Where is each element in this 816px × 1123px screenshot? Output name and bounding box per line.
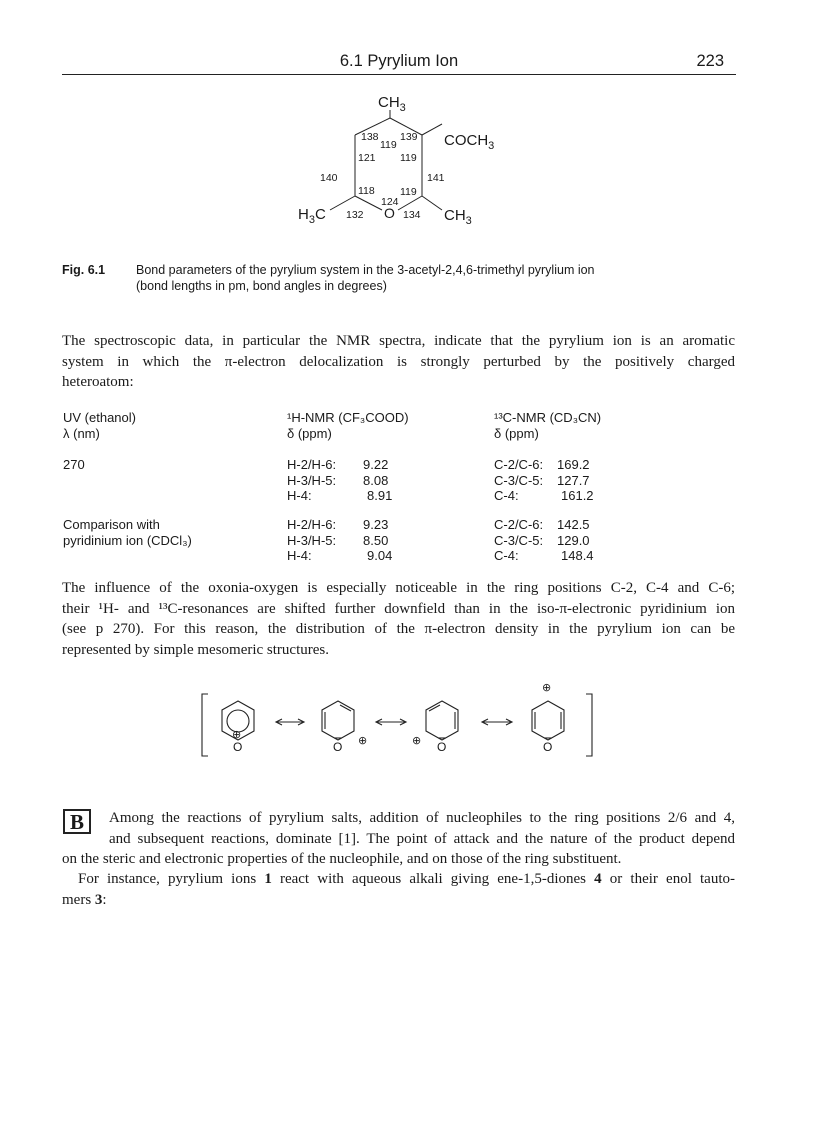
section-b-badge: B bbox=[63, 809, 91, 834]
table-col-hnmr-header bbox=[287, 410, 487, 441]
compound-number: 3 bbox=[94, 891, 103, 908]
angle-121: 121 bbox=[358, 152, 376, 164]
mesomer-oxygen-4: O bbox=[543, 740, 553, 754]
oxygen-label: O bbox=[384, 205, 395, 221]
table-cell: 8.50 bbox=[363, 532, 389, 548]
text-line: system in which the π-electron delocalization is strongly perturbed by the positively charged bbox=[62, 353, 735, 370]
mesomer-oxygen-1: O bbox=[233, 740, 243, 754]
left-bracket bbox=[202, 694, 208, 756]
text-line: (see p 270). For this reason, the distribution of the π-electron density in the pyrylium ion can be bbox=[62, 621, 735, 637]
bond-138: 138 bbox=[361, 131, 379, 143]
text-line bbox=[62, 890, 735, 911]
running-header bbox=[62, 52, 736, 75]
table-cell: H-2/H-6: bbox=[287, 457, 337, 472]
angle-119-lower: 119 bbox=[400, 186, 417, 198]
caption-line: (bond lengths in pm, bond angles in degrees) bbox=[136, 279, 387, 293]
table-row1-cnmr bbox=[494, 457, 664, 504]
bond-132: 132 bbox=[346, 209, 364, 221]
table-cell: C-4: bbox=[494, 488, 519, 503]
table-cell: 127.7 bbox=[557, 472, 590, 488]
table-col-uv-header bbox=[63, 410, 263, 441]
table-row2-hnmr bbox=[287, 517, 457, 564]
section-b-intro-full bbox=[62, 849, 735, 870]
charge-symbol-4: ⊕ bbox=[542, 682, 552, 694]
table-header-cell: ¹H-NMR (CF₃COOD) bbox=[287, 410, 409, 425]
page-number: 223 bbox=[696, 52, 724, 70]
compound-number: 1 bbox=[264, 871, 272, 887]
table-cell: H-2/H-6: bbox=[287, 517, 337, 532]
table-cell: 270 bbox=[63, 457, 85, 472]
h3c-left-label: $H_3C$ bbox=[298, 206, 326, 226]
text-line: and subsequent reactions, dominate [1]. The point of attack and the nature of the product depend bbox=[109, 830, 735, 847]
table-cell: H-4: bbox=[287, 488, 312, 503]
pyrylium-ring bbox=[330, 110, 442, 210]
text-run: For instance, pyrylium ions bbox=[78, 871, 265, 887]
section-b-intro-indented bbox=[109, 808, 735, 849]
figure-label: Fig. 6.1 bbox=[62, 263, 106, 277]
mesomer-oxygen-2: O bbox=[333, 740, 343, 754]
header-title: 6.1 Pyrylium Ion bbox=[339, 52, 459, 70]
table-cell: pyridinium ion (CDCl₃) bbox=[63, 532, 192, 548]
table-cell: 169.2 bbox=[557, 457, 590, 472]
table-row2-label bbox=[63, 517, 283, 548]
angle-124: 124 bbox=[381, 196, 399, 208]
text-line: The spectroscopic data, in particular the NMR spectra, indicate that the pyrylium ion is an aromatic bbox=[62, 333, 735, 349]
right-bracket bbox=[586, 694, 592, 756]
text-line: on the steric and electronic properties of the nucleophile, and on those of the ring substituent. bbox=[62, 851, 622, 867]
bond-141: 141 bbox=[427, 172, 445, 184]
text-line: their ¹H- and ¹³C-resonances are shifted further downfield than in the iso-π-electronic pyridinium ion bbox=[62, 600, 735, 617]
text-line bbox=[62, 869, 735, 890]
mesomer-ring-2 bbox=[322, 701, 354, 740]
table-header-cell: δ (ppm) bbox=[287, 425, 332, 441]
table-cell: 8.91 bbox=[367, 488, 393, 503]
bond-139: 139 bbox=[400, 131, 418, 143]
charge-symbol-2: ⊕ bbox=[358, 735, 368, 747]
table-cell: H-4: bbox=[287, 548, 312, 563]
ch3-top-label: $CH_3$ bbox=[378, 94, 406, 114]
ch3-right-label: $CH_3$ bbox=[444, 207, 472, 227]
table-cell: C-3/C-5: bbox=[494, 472, 544, 488]
table-header-cell: λ (nm) bbox=[63, 425, 100, 441]
mesomer-oxygen-3: O bbox=[437, 740, 447, 754]
table-cell: 129.0 bbox=[557, 532, 590, 548]
text-run: react with aqueous alkali giving ene-1,5-diones bbox=[271, 871, 595, 887]
section-b-example-paragraph bbox=[62, 869, 735, 910]
table-cell: H-3/H-5: bbox=[287, 472, 337, 488]
mesomer-ring-3 bbox=[426, 701, 458, 740]
table-cell: Comparison with bbox=[63, 517, 160, 532]
table-cell: 8.08 bbox=[363, 472, 389, 488]
angle-119-top: 119 bbox=[380, 139, 397, 151]
table-header-cell: ¹³C-NMR (CD₃CN) bbox=[494, 410, 602, 425]
table-cell: 9.04 bbox=[367, 548, 393, 563]
table-cell: C-2/C-6: bbox=[494, 457, 544, 472]
text-line: The influence of the oxonia-oxygen is especially noticeable in the ring positions C-2, C-4 and C-6; bbox=[62, 580, 735, 596]
table-row1-hnmr bbox=[287, 457, 457, 504]
mesomer-ring-4 bbox=[532, 701, 564, 740]
charge-symbol-1: ⊕ bbox=[232, 729, 242, 741]
table-row1-label bbox=[63, 457, 263, 473]
table-cell: 161.2 bbox=[561, 488, 594, 503]
paragraph-spectroscopy bbox=[62, 331, 735, 393]
paragraph-oxonia-influence bbox=[62, 578, 735, 660]
angle-119-right: 119 bbox=[400, 152, 417, 164]
table-cell: 9.23 bbox=[363, 517, 389, 532]
figure-caption-text bbox=[136, 262, 736, 294]
charge-symbol-3: ⊕ bbox=[412, 735, 422, 747]
coch3-label: $COCH_3$ bbox=[444, 132, 495, 152]
table-cell: C-2/C-6: bbox=[494, 517, 544, 532]
pyrylium-structure-figure bbox=[270, 88, 550, 238]
caption-line: Bond parameters of the pyrylium system in the 3-acetyl-2,4,6-trimethyl pyrylium ion bbox=[136, 263, 595, 277]
bond-140: 140 bbox=[320, 172, 338, 184]
text-line: Among the reactions of pyrylium salts, addition of nucleophiles to the ring positions 2/6 and 4, bbox=[109, 810, 735, 826]
bond-134: 134 bbox=[403, 209, 421, 221]
text-run: mers bbox=[62, 891, 95, 908]
text-line: represented by simple mesomeric structures. bbox=[62, 641, 329, 658]
table-cell: 142.5 bbox=[557, 517, 590, 532]
table-header-cell: δ (ppm) bbox=[494, 425, 539, 441]
mesomeric-structures-scheme bbox=[190, 664, 610, 764]
text-run: or their enol tauto- bbox=[601, 871, 736, 887]
table-row2-cnmr bbox=[494, 517, 664, 564]
compound-number: 4 bbox=[594, 871, 602, 887]
text-line: heteroatom: bbox=[62, 374, 134, 390]
angle-118: 118 bbox=[358, 185, 375, 197]
table-cell: 9.22 bbox=[363, 457, 389, 472]
table-cell: H-3/H-5: bbox=[287, 532, 337, 548]
table-cell: C-3/C-5: bbox=[494, 532, 544, 548]
table-cell: C-4: bbox=[494, 548, 519, 563]
table-col-cnmr-header bbox=[494, 410, 694, 441]
table-cell: 148.4 bbox=[561, 548, 594, 563]
text-run: : bbox=[102, 891, 107, 908]
table-header-cell: UV (ethanol) bbox=[63, 410, 136, 425]
